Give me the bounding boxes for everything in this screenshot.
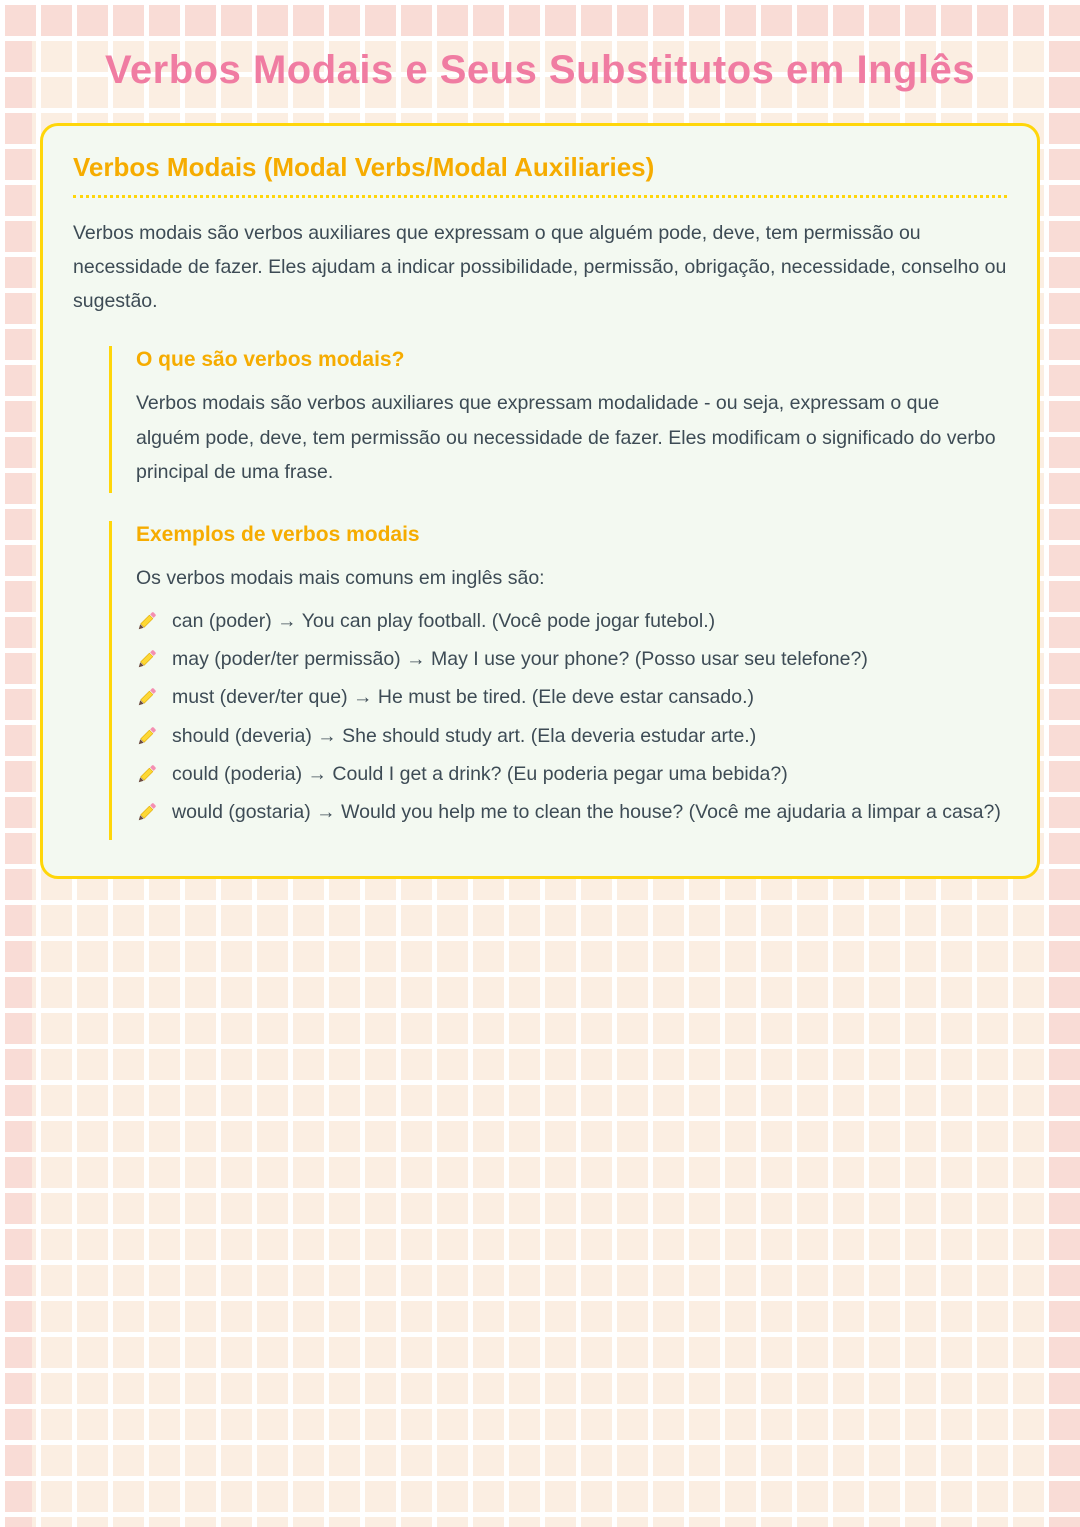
example-text: must (dever/ter que) → He must be tired. (Ele deve estar cansado.) — [172, 686, 755, 709]
pencil-icon — [136, 763, 158, 785]
pencil-icon — [136, 725, 158, 747]
pencil-icon — [136, 801, 158, 823]
list-item — [136, 607, 1007, 636]
page-title: Verbos Modais e Seus Substitutos em Inglês — [104, 48, 976, 92]
notes-card — [40, 123, 1040, 879]
list-item — [136, 722, 1007, 751]
example-text: could (poderia) → Could I get a drink? (Eu poderia pegar uma bebida?) — [172, 762, 788, 785]
example-text: would (gostaria) → Would you help me to clean the house? (Você me ajudaria a limpar a casa?) — [172, 801, 1001, 824]
subsection-examples — [109, 521, 1007, 841]
example-text: may (poder/ter permissão) → May I use your phone? (Posso usar seu telefone?) — [172, 648, 868, 671]
intro-paragraph: Verbos modais são verbos auxiliares que expressam o que alguém pode, deve, tem permissão ou necessidade de fazer. Eles ajudam a indicar possibilidade, permissão, obrigação, necessidade, conselho ou sugestão. — [73, 222, 1007, 313]
pencil-icon — [136, 686, 158, 708]
example-text: can (poder) → You can play football. (Você pode jogar futebol.) — [172, 609, 716, 632]
subsection-body: Os verbos modais mais comuns em inglês são: — [136, 566, 545, 589]
subsection-heading: Exemplos de verbos modais — [136, 522, 420, 546]
subsection-what-are-modal-verbs — [109, 346, 1007, 492]
examples-list — [136, 607, 1007, 828]
card-heading: Verbos Modais (Modal Verbs/Modal Auxiliaries) — [73, 152, 1007, 198]
pencil-icon — [136, 648, 158, 670]
list-item — [136, 645, 1007, 674]
list-item — [136, 683, 1007, 712]
subsection-body: Verbos modais são verbos auxiliares que expressam modalidade - ou seja, expressam o que alguém pode, deve, tem permissão ou necessidade de fazer. Eles modificam o significado do verbo principal de uma frase. — [136, 392, 996, 483]
subsection-heading: O que são verbos modais? — [136, 348, 405, 372]
example-text: should (deveria) → She should study art. (Ela deveria estudar arte.) — [172, 724, 757, 747]
list-item — [136, 760, 1007, 789]
list-item — [136, 798, 1007, 827]
pencil-icon — [136, 610, 158, 632]
